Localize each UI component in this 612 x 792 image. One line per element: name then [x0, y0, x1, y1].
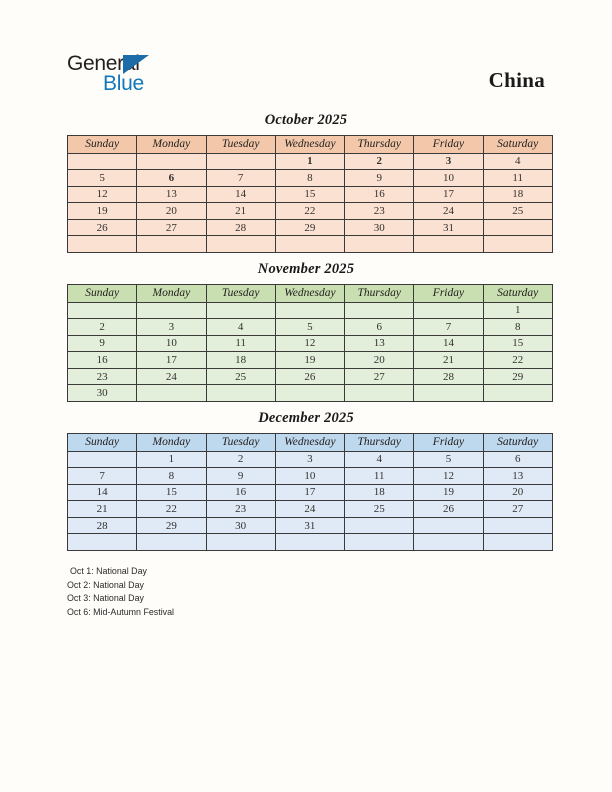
calendar-cell-empty — [275, 385, 344, 402]
table-row — [68, 385, 553, 402]
weekday-header-row — [68, 136, 553, 154]
calendar-cell-empty — [275, 534, 344, 551]
calendar-day[interactable]: 25 — [345, 501, 414, 518]
calendar-day[interactable]: 12 — [275, 335, 344, 352]
calendar-day[interactable]: 29 — [137, 517, 206, 534]
calendar-day-holiday[interactable]: 2 — [345, 153, 414, 170]
calendar-cell-empty — [68, 534, 137, 551]
weekday-header-wednesday: Wednesday — [275, 285, 344, 303]
calendar-day[interactable]: 2 — [206, 451, 275, 468]
calendar-cell-empty — [414, 385, 483, 402]
country-title: China — [488, 68, 545, 92]
weekday-header-monday: Monday — [137, 136, 206, 154]
weekday-header-thursday: Thursday — [345, 285, 414, 303]
calendar-day[interactable]: 18 — [345, 484, 414, 501]
calendar-cell-empty — [345, 236, 414, 253]
holiday-item: Oct 3: National Day — [67, 593, 144, 604]
table-row — [68, 451, 553, 468]
calendar-day[interactable]: 16 — [206, 484, 275, 501]
calendar-day[interactable]: 8 — [137, 468, 206, 485]
logo-text-blue: Blue — [103, 72, 144, 95]
calendar-day[interactable]: 4 — [483, 153, 552, 170]
month-block-december — [67, 410, 545, 551]
weekday-header-row — [68, 434, 553, 452]
calendar-cell-empty — [206, 153, 275, 170]
holiday-item: Oct 1: National Day — [70, 566, 147, 576]
calendar-day[interactable]: 21 — [206, 203, 275, 220]
calendar-day-holiday[interactable]: 3 — [414, 153, 483, 170]
table-row — [68, 153, 553, 170]
calendar-day[interactable]: 28 — [68, 517, 137, 534]
calendar-cell-empty — [483, 517, 552, 534]
calendar-day[interactable]: 26 — [414, 501, 483, 518]
calendar-day[interactable]: 13 — [137, 186, 206, 203]
calendar-day[interactable]: 31 — [414, 219, 483, 236]
calendar-cell-empty — [68, 236, 137, 253]
calendar-day[interactable]: 27 — [137, 219, 206, 236]
calendar-day[interactable]: 18 — [483, 186, 552, 203]
weekday-header-sunday: Sunday — [68, 136, 137, 154]
calendar-day[interactable]: 19 — [68, 203, 137, 220]
calendar-cell-empty — [275, 236, 344, 253]
weekday-header-monday: Monday — [137, 434, 206, 452]
calendar-day-holiday[interactable]: 6 — [137, 170, 206, 187]
table-row — [68, 501, 553, 518]
calendar-day[interactable]: 3 — [275, 451, 344, 468]
calendar-day[interactable]: 25 — [483, 203, 552, 220]
calendar-table-december — [67, 433, 553, 551]
calendar-cell-empty — [137, 153, 206, 170]
table-row — [68, 170, 553, 187]
calendar-cell-empty — [137, 385, 206, 402]
calendar-cell-empty — [414, 534, 483, 551]
calendar-day[interactable]: 14 — [68, 484, 137, 501]
calendar-body — [68, 153, 553, 253]
calendar-cell-empty — [206, 236, 275, 253]
calendar-body — [68, 451, 553, 551]
calendar-day[interactable]: 25 — [206, 368, 275, 385]
weekday-header-saturday: Saturday — [483, 434, 552, 452]
calendar-cell-empty — [483, 219, 552, 236]
page-header — [0, 0, 612, 108]
calendar-day[interactable]: 22 — [137, 501, 206, 518]
general-blue-logo — [67, 52, 187, 100]
calendar-day[interactable]: 16 — [345, 186, 414, 203]
weekday-header-saturday: Saturday — [483, 285, 552, 303]
weekday-header-row — [68, 285, 553, 303]
calendar-body — [68, 302, 553, 402]
calendar-day[interactable]: 20 — [345, 352, 414, 369]
calendar-day[interactable]: 9 — [68, 335, 137, 352]
month-block-november — [67, 261, 545, 402]
calendar-cell-empty — [137, 236, 206, 253]
calendar-day[interactable]: 24 — [275, 501, 344, 518]
calendar-cell-empty — [345, 534, 414, 551]
calendar-cell-empty — [137, 302, 206, 319]
table-row — [68, 136, 553, 154]
calendar-day[interactable]: 24 — [414, 203, 483, 220]
calendar-cell-empty — [275, 302, 344, 319]
calendar-day[interactable]: 7 — [68, 468, 137, 485]
calendar-cell-empty — [414, 517, 483, 534]
table-row — [68, 517, 553, 534]
table-row — [68, 186, 553, 203]
table-row — [68, 368, 553, 385]
calendar-day[interactable]: 22 — [275, 203, 344, 220]
calendar-day[interactable]: 9 — [345, 170, 414, 187]
calendar-day[interactable]: 26 — [275, 368, 344, 385]
calendar-cell-empty — [206, 534, 275, 551]
calendar-day[interactable]: 6 — [483, 451, 552, 468]
calendar-day[interactable]: 28 — [206, 219, 275, 236]
calendar-day[interactable]: 14 — [414, 335, 483, 352]
calendar-table-october — [67, 135, 553, 253]
calendar-day[interactable]: 20 — [137, 203, 206, 220]
calendar-day[interactable]: 15 — [137, 484, 206, 501]
calendar-cell-empty — [483, 534, 552, 551]
weekday-header-friday: Friday — [414, 136, 483, 154]
calendar-day[interactable]: 2 — [68, 319, 137, 336]
calendar-day[interactable]: 28 — [414, 368, 483, 385]
weekday-header-wednesday: Wednesday — [275, 434, 344, 452]
table-row — [68, 319, 553, 336]
weekday-header-friday: Friday — [414, 434, 483, 452]
calendar-day[interactable]: 13 — [483, 468, 552, 485]
calendar-day[interactable]: 12 — [68, 186, 137, 203]
calendar-day[interactable]: 19 — [414, 484, 483, 501]
calendar-day[interactable]: 9 — [206, 468, 275, 485]
calendar-table-november — [67, 284, 553, 402]
weekday-header-sunday: Sunday — [68, 285, 137, 303]
month-title: October 2025 — [264, 112, 348, 128]
calendar-cell-empty — [414, 302, 483, 319]
holiday-item: Oct 6: Mid-Autumn Festival — [67, 606, 175, 617]
weekday-header-saturday: Saturday — [483, 136, 552, 154]
calendar-day[interactable]: 17 — [275, 484, 344, 501]
calendar-day[interactable]: 22 — [483, 352, 552, 369]
month-title: December 2025 — [258, 410, 354, 426]
calendar-day[interactable]: 20 — [483, 484, 552, 501]
calendar-day[interactable]: 11 — [345, 468, 414, 485]
calendar-day[interactable]: 1 — [137, 451, 206, 468]
calendar-day[interactable]: 23 — [68, 368, 137, 385]
weekday-header-tuesday: Tuesday — [206, 285, 275, 303]
calendar-day[interactable]: 4 — [206, 319, 275, 336]
table-row — [68, 484, 553, 501]
weekday-header-sunday: Sunday — [68, 434, 137, 452]
holiday-list — [67, 565, 467, 619]
calendar-day[interactable]: 21 — [68, 501, 137, 518]
calendar-cell-empty — [345, 385, 414, 402]
calendar-cell-empty — [68, 153, 137, 170]
calendar-day[interactable]: 14 — [206, 186, 275, 203]
calendar-day[interactable]: 17 — [137, 352, 206, 369]
calendar-day[interactable]: 12 — [414, 468, 483, 485]
weekday-header-wednesday: Wednesday — [275, 136, 344, 154]
calendar-cell-empty — [206, 385, 275, 402]
calendar-day[interactable]: 31 — [275, 517, 344, 534]
calendar-cell-empty — [137, 534, 206, 551]
weekday-header-tuesday: Tuesday — [206, 434, 275, 452]
calendar-day[interactable]: 3 — [137, 319, 206, 336]
table-row — [68, 236, 553, 253]
weekday-header-thursday: Thursday — [345, 434, 414, 452]
month-title: November 2025 — [257, 261, 355, 277]
weekday-header-thursday: Thursday — [345, 136, 414, 154]
calendar-day[interactable]: 24 — [137, 368, 206, 385]
calendar-cell-empty — [68, 302, 137, 319]
table-row — [68, 285, 553, 303]
calendar-day[interactable]: 10 — [414, 170, 483, 187]
calendar-day[interactable]: 29 — [483, 368, 552, 385]
table-row — [68, 352, 553, 369]
calendar-day[interactable]: 30 — [206, 517, 275, 534]
calendar-day[interactable]: 27 — [345, 368, 414, 385]
calendar-day[interactable]: 10 — [137, 335, 206, 352]
calendar-day[interactable]: 17 — [414, 186, 483, 203]
calendar-cell-empty — [345, 517, 414, 534]
logo-text-general: General — [67, 52, 140, 75]
calendar-day[interactable]: 26 — [68, 219, 137, 236]
table-row — [68, 335, 553, 352]
calendar-day[interactable]: 30 — [345, 219, 414, 236]
calendar-cell-empty — [68, 451, 137, 468]
calendar-cell-empty — [345, 302, 414, 319]
calendar-day[interactable]: 7 — [206, 170, 275, 187]
calendar-day[interactable]: 15 — [483, 335, 552, 352]
calendar-day[interactable]: 27 — [483, 501, 552, 518]
month-block-october — [67, 112, 545, 253]
calendar-day[interactable]: 18 — [206, 352, 275, 369]
calendar-day[interactable]: 29 — [275, 219, 344, 236]
calendar-day[interactable]: 10 — [275, 468, 344, 485]
calendar-day[interactable]: 4 — [345, 451, 414, 468]
calendar-day[interactable]: 21 — [414, 352, 483, 369]
calendar-cell-empty — [414, 236, 483, 253]
table-row — [68, 219, 553, 236]
calendar-day-holiday[interactable]: 1 — [275, 153, 344, 170]
weekday-header-tuesday: Tuesday — [206, 136, 275, 154]
calendar-day[interactable]: 5 — [68, 170, 137, 187]
weekday-header-monday: Monday — [137, 285, 206, 303]
calendar-day[interactable]: 23 — [206, 501, 275, 518]
table-row — [68, 468, 553, 485]
table-row — [68, 534, 553, 551]
calendar-day[interactable]: 5 — [275, 319, 344, 336]
calendar-cell-empty — [206, 302, 275, 319]
calendar-day[interactable]: 19 — [275, 352, 344, 369]
table-row — [68, 434, 553, 452]
calendar-day[interactable]: 23 — [345, 203, 414, 220]
calendar-day[interactable]: 5 — [414, 451, 483, 468]
table-row — [68, 203, 553, 220]
calendar-day[interactable]: 11 — [206, 335, 275, 352]
calendar-day[interactable]: 15 — [275, 186, 344, 203]
calendar-day[interactable]: 1 — [483, 302, 552, 319]
calendar-cell-empty — [483, 236, 552, 253]
table-row — [68, 302, 553, 319]
calendar-day[interactable]: 6 — [345, 319, 414, 336]
calendar-day[interactable]: 30 — [68, 385, 137, 402]
calendar-day[interactable]: 11 — [483, 170, 552, 187]
calendar-day[interactable]: 13 — [345, 335, 414, 352]
calendar-day[interactable]: 16 — [68, 352, 137, 369]
calendar-day[interactable]: 8 — [275, 170, 344, 187]
weekday-header-friday: Friday — [414, 285, 483, 303]
calendar-cell-empty — [483, 385, 552, 402]
holiday-item: Oct 2: National Day — [67, 579, 144, 590]
calendar-day[interactable]: 7 — [414, 319, 483, 336]
calendar-day[interactable]: 8 — [483, 319, 552, 336]
